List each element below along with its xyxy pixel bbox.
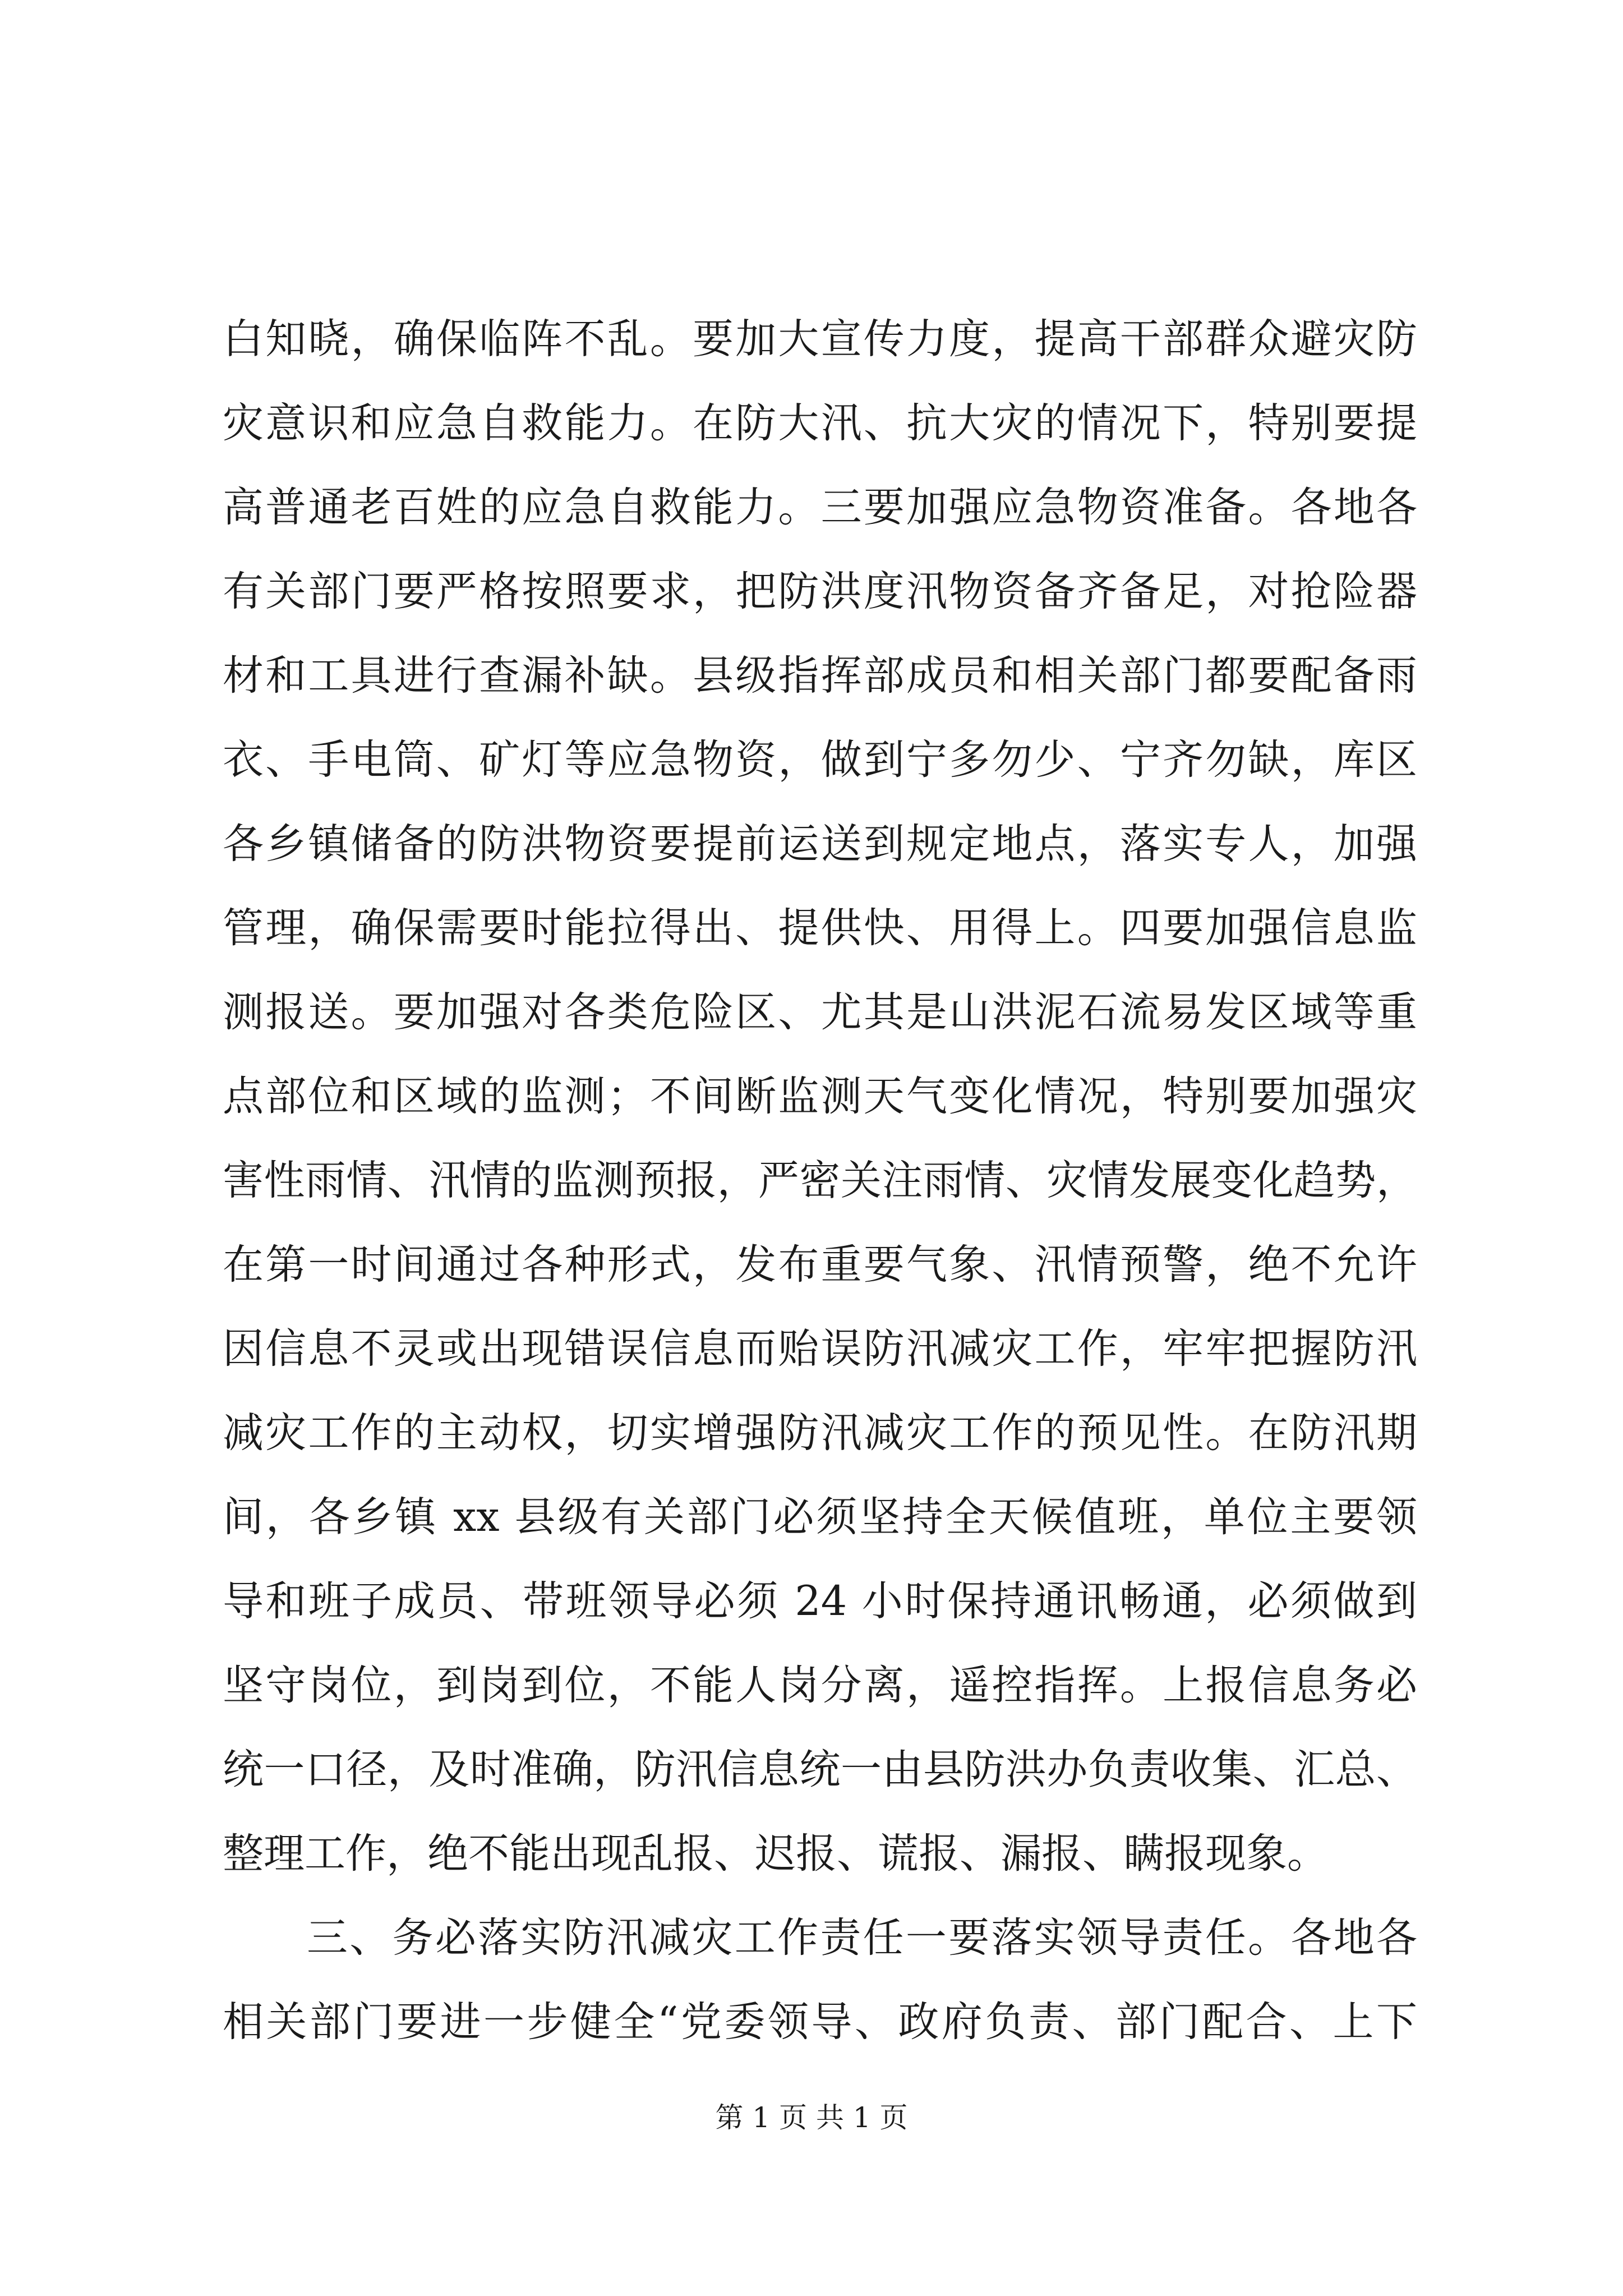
text-line: 高普通老百姓的应急自救能力。三要加强应急物资准备。各地各 [223,484,1417,531]
text-line: 整理工作，绝不能出现乱报、迟报、谎报、漏报、瞒报现象。 [223,1830,1328,1878]
text-line: 间，各乡镇 xx 县级有关部门必须坚持全天候值班，单位主要领 [223,1493,1417,1541]
text-line: 衣、手电筒、矿灯等应急物资，做到宁多勿少、宁齐勿缺，库区 [223,736,1417,784]
text-line: 相关部门要进一步健全“党委领导、政府负责、部门配合、上下 [223,1998,1417,2046]
text-line: 各乡镇储备的防洪物资要提前运送到规定地点，落实专人，加强 [223,820,1417,868]
page-number: 第 1 页 共 1 页 [715,2101,908,2134]
text-line: 材和工具进行查漏补缺。县级指挥部成员和相关部门都要配备雨 [223,652,1417,700]
text-line: 因信息不灵或出现错误信息而贻误防汛减灾工作，牢牢把握防汛 [223,1325,1417,1373]
text-line: 有关部门要严格按照要求，把防洪度汛物资备齐备足，对抢险器 [223,568,1417,615]
text-line: 坚守岗位，到岗到位，不能人岗分离，遥控指挥。上报信息务必 [223,1662,1417,1709]
text-line: 点部位和区域的监测；不间断监测天气变化情况，特别要加强灾 [223,1073,1417,1120]
text-line: 灾意识和应急自救能力。在防大汛、抗大灾的情况下，特别要提 [223,399,1417,447]
text-line: 白知晓，确保临阵不乱。要加大宣传力度，提高干部群众避灾防 [223,315,1417,363]
section-heading-line: 三、务必落实防汛减灾工作责任一要落实领导责任。各地各 [307,1914,1417,1962]
text-line: 害性雨情、汛情的监测预报，严密关注雨情、灾情发展变化趋势， [223,1157,1417,1204]
text-line: 管理，确保需要时能拉得出、提供快、用得上。四要加强信息监 [223,904,1417,952]
text-line: 统一口径，及时准确，防汛信息统一由县防洪办负责收集、汇总、 [223,1746,1417,1793]
text-line: 减灾工作的主动权，切实增强防汛减灾工作的预见性。在防汛期 [223,1409,1417,1457]
text-line: 导和班子成员、带班领导必须 24 小时保持通讯畅通，必须做到 [223,1577,1417,1625]
text-line: 在第一时间通过各种形式，发布重要气象、汛情预警，绝不允许 [223,1241,1417,1289]
text-line: 测报送。要加强对各类危险区、尤其是山洪泥石流易发区域等重 [223,988,1417,1036]
